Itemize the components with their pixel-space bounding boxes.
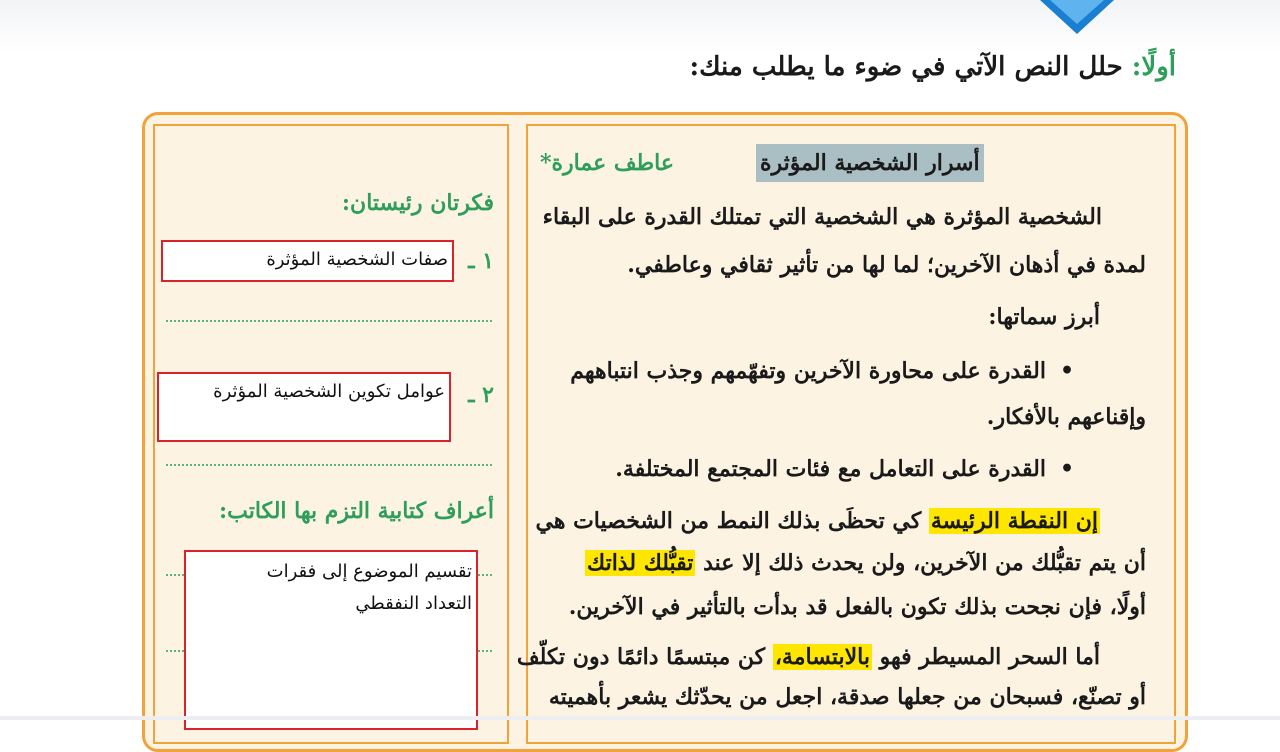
article-title: أسرار الشخصية المؤثرة — [756, 144, 984, 182]
dotted-rule — [166, 464, 492, 466]
traits-heading: أبرز سماتها: — [988, 304, 1100, 330]
dotted-rule — [478, 650, 492, 652]
highlight-key-point: إن النقطة الرئيسة — [930, 508, 1098, 534]
highlight-self-acceptance: تقبُّلك لذاتك — [587, 550, 694, 576]
answer-line: التعداد النفقطي — [355, 593, 472, 614]
article-author: عاطف عمارة* — [540, 150, 674, 176]
answer-box-2[interactable]: عوامل تكوين الشخصية المؤثرة — [157, 372, 451, 442]
paragraph-line: أولًا، فإن نجحت بذلك تكون بالفعل قد بدأت بالتأثير في الآخرين. — [568, 594, 1146, 620]
navigation-marker-icon — [1038, 0, 1116, 36]
paragraph-line: الشخصية المؤثرة هي الشخصية التي تمتلك القدرة على البقاء — [542, 204, 1102, 230]
answer-box-conventions[interactable] — [184, 550, 478, 730]
dotted-rule — [166, 650, 184, 652]
bottom-strip — [0, 716, 1280, 720]
paragraph-line: إن النقطة الرئيسة كي تحظَى بذلك النمط من الشخصيات هي — [535, 508, 1098, 534]
paragraph-line: أو تصنّع، فسبحان من جعلها صدقة، اجعل من يحدّثك يشعر بأهميته — [548, 684, 1146, 710]
dotted-rule — [166, 320, 492, 322]
dotted-rule — [166, 574, 184, 576]
item-number: ٢ ـ — [468, 382, 494, 408]
heading-prefix: أولًا: — [1131, 52, 1176, 82]
main-ideas-title: فكرتان رئيستان: — [341, 190, 494, 216]
paragraph-line: أن يتم تقبُّلك من الآخرين، ولن يحدث ذلك إلا عند تقبُّلك لذاتك — [587, 550, 1146, 576]
item-number: ١ ـ — [468, 248, 494, 274]
dotted-rule — [478, 574, 492, 576]
section-heading — [690, 52, 1176, 82]
answer-line: تقسيم الموضوع إلى فقرات — [266, 561, 472, 582]
answer-box-1[interactable]: صفات الشخصية المؤثرة — [161, 240, 454, 282]
conventions-title: أعراف كتابية التزم بها الكاتب: — [219, 498, 494, 524]
heading-text: حلل النص الآتي في ضوء ما يطلب منك: — [689, 52, 1132, 82]
paragraph-line: أما السحر المسيطر فهو بالابتسامة، كن مبتسمًا دائمًا دون تكلّف — [516, 644, 1100, 670]
bullet-item: • القدرة على محاورة الآخرين وتفهّمهم وجذب انتباههم — [570, 358, 1074, 384]
paragraph-line: لمدة في أذهان الآخرين؛ لما لها من تأثير ثقافي وعاطفي. — [627, 252, 1146, 278]
bullet-item: • القدرة على التعامل مع فئات المجتمع المختلفة. — [615, 456, 1074, 482]
paragraph-line: وإقناعهم بالأفكار. — [986, 404, 1146, 430]
highlight-smile: بالابتسامة، — [774, 644, 870, 670]
